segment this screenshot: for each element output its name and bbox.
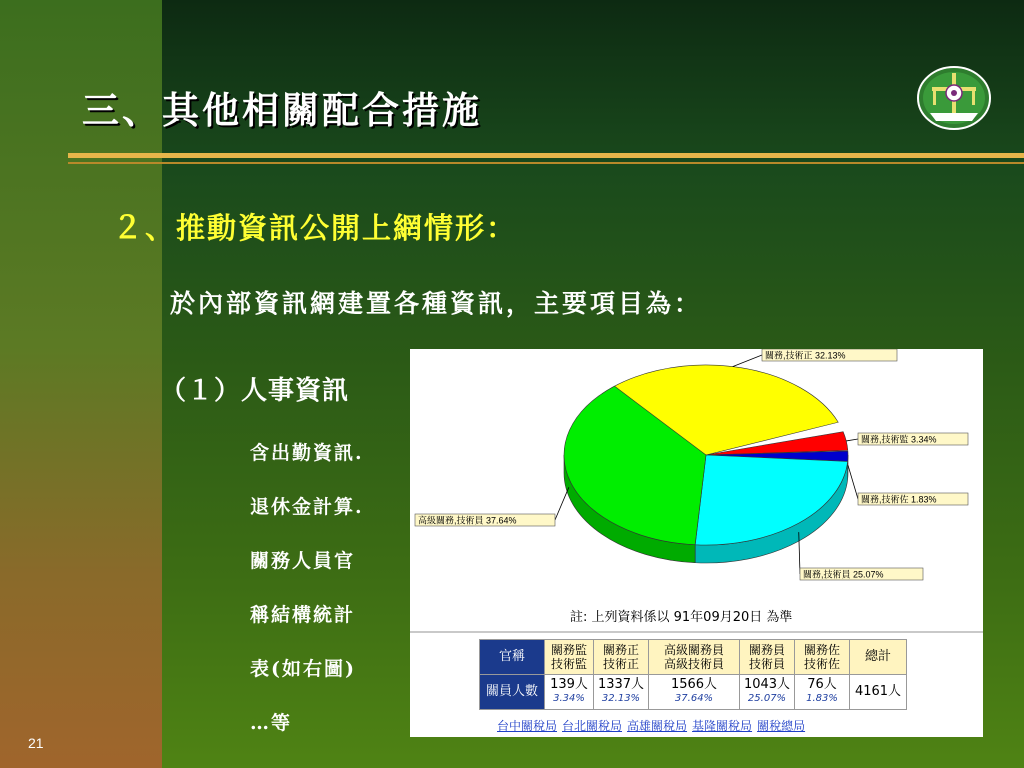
section-number: ２ (112, 210, 145, 246)
cell-percent: 3.34% (553, 693, 585, 704)
table-cell (740, 675, 795, 710)
desc-line: 退休金計算. (250, 496, 364, 518)
link-kaohsiung[interactable]: 高雄關稅局 (627, 719, 688, 733)
customs-emblem-icon (916, 65, 992, 131)
col-header-line: 關務員 (748, 643, 785, 657)
link-keelung[interactable]: 基隆關稅局 (692, 719, 753, 733)
office-links (497, 717, 810, 734)
slide-number: 21 (28, 735, 44, 751)
desc-line: 稱結構統計 (250, 604, 356, 626)
slice-label: 關務,技術正 32.13% (765, 350, 846, 361)
table-cell (594, 675, 649, 710)
pie-chart (410, 349, 983, 631)
table-col-header (594, 640, 649, 675)
col-header-line: 關務佐 (803, 643, 840, 657)
table-cell (795, 675, 850, 710)
callout-line (846, 439, 858, 441)
link-taipei[interactable]: 台北關稅局 (562, 719, 623, 733)
cell-value: 1043人 (743, 677, 791, 692)
slice-label: 關務,技術佐 1.83% (861, 494, 937, 505)
callout-line (848, 465, 858, 499)
col-header-line: 技術正 (602, 657, 639, 671)
col-header-line: 高級關務員 (663, 643, 724, 657)
table-col-header (795, 640, 850, 675)
slice-label: 關務,技術員 25.07% (803, 569, 884, 580)
item-personnel-info: （１）人事資訊 (160, 376, 350, 406)
link-headquarters[interactable]: 關稅總局 (757, 719, 806, 733)
table-cell (545, 675, 594, 710)
slice-label: 高級關務,技術員 37.64% (418, 515, 517, 526)
chart-note: 註: 上列資料係以 91年09月20日 為準 (570, 610, 793, 625)
cell-value: 139人 (550, 677, 588, 692)
table-row (480, 640, 907, 675)
table-total-header: 總計 (850, 640, 907, 675)
table-col-header (649, 640, 740, 675)
table-col-header (740, 640, 795, 675)
desc-line: …等 (250, 712, 293, 734)
pie-slice (695, 455, 847, 545)
desc-line: 表(如右圖) (250, 658, 356, 680)
table-total-value: 4161人 (850, 675, 907, 710)
col-header-line: 技術監 (550, 657, 587, 671)
title-divider-thin (68, 162, 1024, 164)
section-heading-text: 、推動資訊公開上網情形： (145, 211, 518, 245)
cell-value: 1337人 (597, 677, 645, 692)
link-taichung[interactable]: 台中關稅局 (497, 719, 558, 733)
table-cell (649, 675, 740, 710)
table-header-title: 官稱 (480, 640, 545, 675)
cell-value: 76人 (807, 677, 837, 692)
callout-line (733, 355, 762, 367)
title-divider (68, 153, 1024, 158)
col-header-line: 關務監 (550, 643, 587, 657)
item-description (250, 438, 364, 762)
table-col-header (545, 640, 594, 675)
callout-line (555, 487, 569, 520)
desc-line: 關務人員官 (250, 550, 356, 572)
slide-title: 三、其他相關配合措施 (82, 88, 482, 132)
personnel-table (479, 639, 907, 710)
chart-panel (410, 349, 983, 737)
col-header-line: 技術員 (748, 657, 785, 671)
section-heading (112, 202, 517, 247)
cell-percent: 1.83% (806, 693, 838, 704)
desc-line: 含出勤資訊. (250, 442, 364, 464)
col-header-line: 技術佐 (803, 657, 840, 671)
slice-label: 關務,技術監 3.34% (861, 434, 937, 445)
cell-value: 1566人 (670, 677, 718, 692)
intro-text: 於內部資訊網建置各種資訊，主要項目為： (170, 289, 703, 318)
panel-divider (410, 631, 983, 633)
table-row (480, 675, 907, 710)
cell-percent: 25.07% (747, 693, 787, 704)
table-row-label: 關員人數 (480, 675, 545, 710)
cell-percent: 32.13% (601, 693, 641, 704)
col-header-line: 高級技術員 (663, 657, 724, 671)
col-header-line: 關務正 (602, 643, 639, 657)
cell-percent: 37.64% (674, 693, 714, 704)
